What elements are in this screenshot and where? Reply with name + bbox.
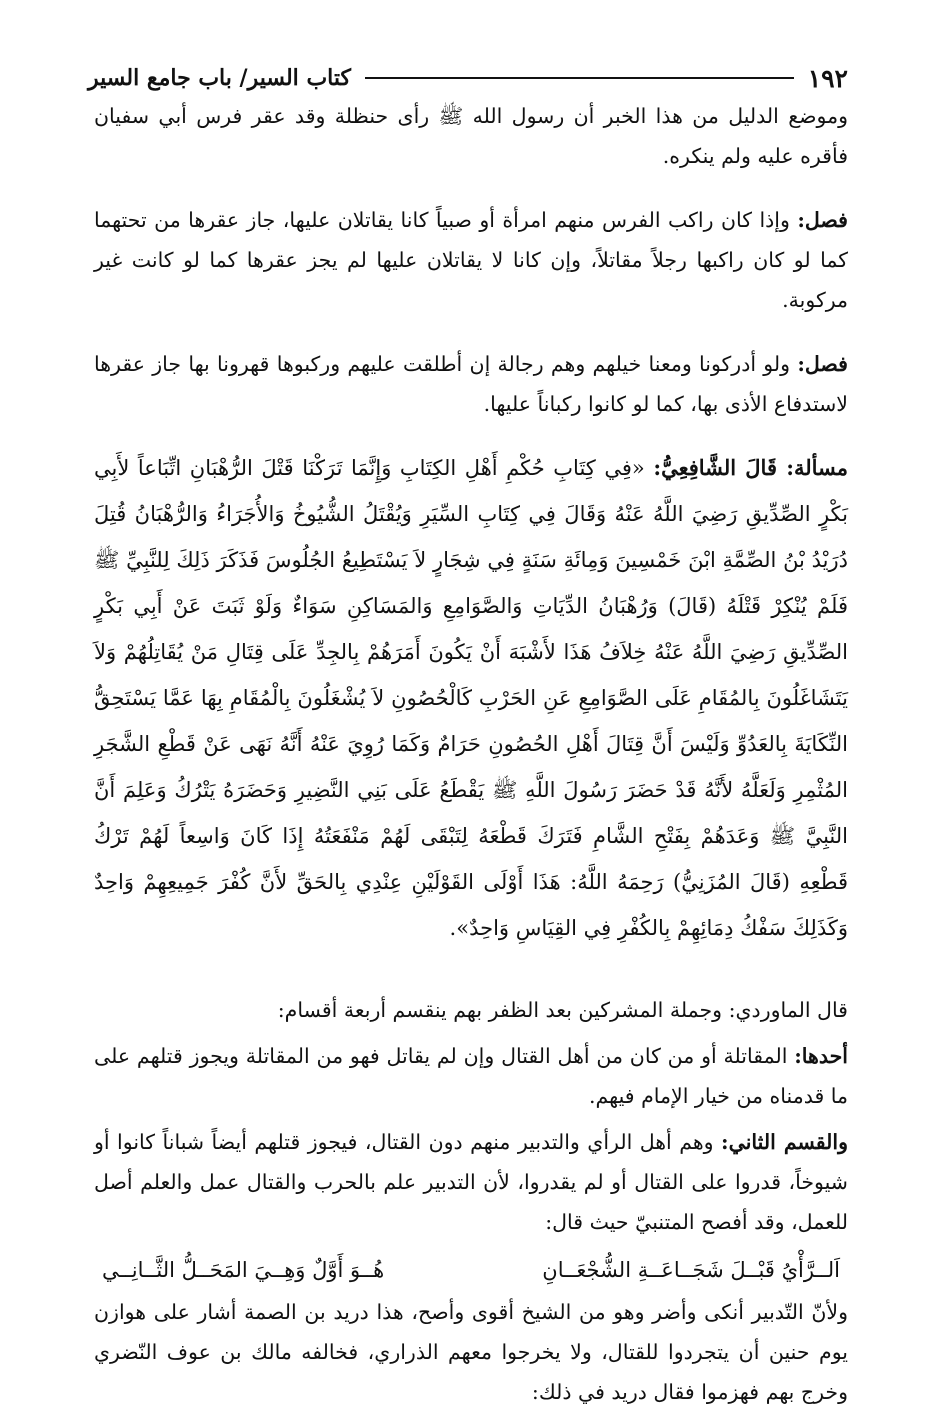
- page-body: [94, 96, 848, 1418]
- paragraph-section-horses: [94, 344, 848, 424]
- running-title: كتاب السير/ باب جامع السير: [88, 65, 351, 91]
- paragraph-section-women-children: [94, 200, 848, 320]
- paragraph-closing: [94, 1292, 848, 1412]
- masala-label: مسألة: قَالَ الشَّافِعِيُّ:: [653, 455, 848, 480]
- paragraph-second-category: [94, 1122, 848, 1242]
- header-rule: [365, 77, 794, 79]
- section-label: فصل:: [797, 208, 848, 232]
- shafii-quotation: [94, 445, 848, 951]
- paragraph-evidence: [94, 96, 848, 176]
- paragraph-text: المقاتلة أو من كان من أهل القتال وإن لم يقاتل فهو من المقاتلة ويجوز قتلهم على ما قدمناه من خيار الإمام فيهم.: [94, 1044, 848, 1108]
- paragraph-text: وجملة المشركين بعد الظفر بهم ينقسم أربعة أقسام:: [277, 998, 723, 1022]
- poetry-verse: [94, 1248, 848, 1292]
- paragraph-text: ولو أدركونا ومعنا خيلهم وهم رجالة إن أطلقت عليهم وركبوها قهرونا بها جاز عقرها لاستدفاع الأذى بها، كما لو كانوا ركباناً عليها.: [94, 352, 848, 416]
- page-number: ١٩٢: [807, 63, 848, 93]
- paragraph-text: وهم أهل الرأي والتدبير منهم دون القتال، فيجوز قتلهم أيضاً شباناً كانوا أو شيوخاً، قدروا على القتال أو لم يقدروا، لأن التدبير علم بالحرب والقتال عمل والعلم أصل للعمل، وقد أفصح المتنبيّ حيث قال:: [94, 1130, 848, 1234]
- quotation-text: «فِي كِتَابِ حُكْمِ أَهْلِ الكِتَابِ وَإِنَّمَا تَرَكْنَا قَتْلَ الرُّهْبَانِ اتِّبَاعاً لأَبِي بَكْرٍ الصِّدِّيقِ رَضِيَ اللَّهُ عَنْهُ وَقَالَ فِي كِتَابِ السِّيَرِ وَيُقْتَلُ الشُّيُوخُ وَالأُجَرَاءُ وَالرُّهْبَانُ قُتِلَ دُرَيْدُ بْنُ الصِّمَّةِ ابْنَ خَمْسِينَ وَمِائَةِ سَنَةٍ فِي شِجَارٍ لاَ يَسْتَطِيعُ الجُلُوسَ فَذَكَرَ ذَلِكَ لِلنَّبِيِّ ﷺ فَلَمْ يُنْكِرْ قَتْلَهُ (قَالَ) وَرُهْبَانُ الدِّيَاتِ وَالصَّوَامِعِ وَالمَسَاكِنِ سَوَاءٌ وَلَوْ ثَبَتَ عَنْ أَبِي بَكْرٍ الصِّدِّيقِ رَضِيَ اللَّهُ عَنْهُ خِلاَفُ هَذَا لأَشْبَهَ أَنْ يَكُونَ أَمَرَهُمْ بِالجِدِّ عَلَى قِتَالِ مَنْ يُقَاتِلُهُمْ وَلاَ يَتَشَاغَلُونَ بِالمُقَامِ عَلَى الصَّوَامِعِ عَنِ الحَرْبِ كَالْحُصُونِ لاَ يُشْغَلُونَ بِالْمُقَامِ بِهَا عَمَّا يَسْتَحِقُّ النِّكَايَةَ بِالعَدُوِّ وَلَيْسَ أَنَّ قِتَالَ أَهْلِ الحُصُونِ حَرَامٌ وَكَمَا رُوِيَ عَنْهُ أَنَّهُ نَهَى عَنْ قَطْعِ الشَّجَرِ المُثْمِرِ وَلَعَلَّهُ لأَنَّهُ قَدْ حَضَرَ رَسُولَ اللَّهِ ﷺ يَقْطَعُ عَلَى بَنِي النَّضِيرِ وَحَضَرَهُ يَتْرُكُ وَعَلِمَ أَنَّ النَّبِيَّ ﷺ وَعَدَهُمْ بِفَتْحِ الشَّامِ فَتَرَكَ قَطْعَهُ لِتَبْقَى لَهُمْ مَنْفَعَتُهُ إِذَا كَانَ وَاسِعاً لَهُمْ تَرْكُ قَطْعِهِ (قَالَ المُزَنِيُّ) رَحِمَهُ اللَّهُ: هَذَا أَوْلَى القَوْلَيْنِ عِنْدِي بِالحَقِّ لأَنَّ كُفْرَ جَمِيعِهِمْ وَاحِدٌ وَكَذَلِكَ سَفْكُ دِمَائِهِمْ بِالكُفْرِ فِي القِيَاسِ وَاحِدٌ».: [94, 456, 848, 940]
- page-header: [88, 58, 848, 98]
- section-label: فصل:: [797, 352, 848, 376]
- verse-second-hemistich: هُــوَ أَوَّلٌ وَهِــيَ المَحَــلُّ الثَّــانِــي: [102, 1258, 385, 1282]
- paragraph-text: ولأنّ التّدبير أنكى وأضر وهو من الشيخ أقوى وأصح، هذا دريد بن الصمة أشار على هوازن يوم حنين أن يتجردوا للقتال، ولا يخرجوا معهم الذراري، فخالفه مالك بن عوف النّضري وخرج بهم فهزموا فقال دريد في ذلك:: [94, 1300, 848, 1404]
- paragraph-text: وموضع الدليل من هذا الخبر أن رسول الله ﷺ رأى حنظلة وقد عقر فرس أبي سفيان فأقره عليه ولم ينكره.: [94, 104, 848, 168]
- category-label: والقسم الثاني:: [721, 1130, 848, 1154]
- paragraph-text: وإذا كان راكب الفرس منهم امرأة أو صبياً كانا يقاتلان عليها، جاز عقرها من تحتهما كما لو كان راكبها رجلاً مقاتلاً، وإن كانا لا يقاتلان عليها لم يجز عقرها كما لو كانت غير مركوبة.: [94, 208, 848, 312]
- verse-first-hemistich: اَلــرَّأْيُ قَبْــلَ شَجَــاعَــةِ الشُّجْعَــانِ: [542, 1258, 840, 1282]
- speaker-label: قال الماوردي:: [728, 998, 848, 1022]
- paragraph-first-category: [94, 1036, 848, 1116]
- paragraph-mawardi: [94, 990, 848, 1030]
- category-label: أحدها:: [794, 1044, 848, 1068]
